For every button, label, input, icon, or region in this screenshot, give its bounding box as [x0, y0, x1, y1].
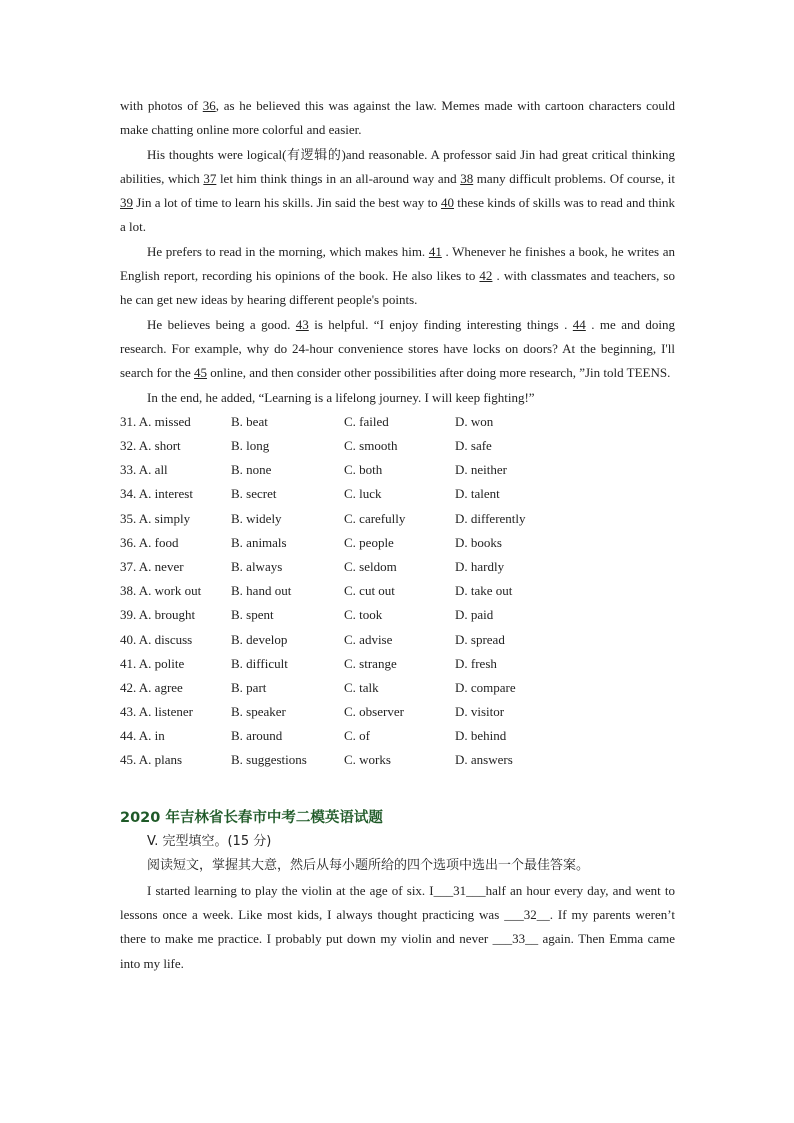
passage-text: with photos of	[120, 98, 203, 113]
option-b: B. secret	[231, 486, 277, 502]
option-b: B. suggestions	[231, 752, 307, 768]
option-row	[120, 555, 675, 579]
option-b: B. beat	[231, 413, 268, 429]
option-a: 43. A. listener	[120, 704, 193, 720]
option-row	[120, 458, 675, 482]
blank-number: 41	[428, 243, 442, 259]
blank-number: 38	[460, 170, 474, 186]
option-d: D. compare	[455, 679, 516, 695]
option-row	[120, 434, 675, 458]
option-c: C. seldom	[344, 558, 397, 574]
option-c: C. observer	[344, 704, 404, 720]
option-row	[120, 676, 675, 700]
passage-text: many difficult problems. Of course, it	[473, 170, 675, 186]
option-a: 44. A. in	[120, 728, 165, 744]
option-a: 34. A. interest	[120, 486, 193, 502]
option-row	[120, 410, 675, 434]
section-title: 2020 年吉林省长春市中考二模英语试题	[120, 809, 383, 826]
option-a: 38. A. work out	[120, 583, 202, 599]
blank-number: 42	[479, 268, 493, 284]
passage-text: , as he believed this was against the law. Memes made with cartoon characters could make chatting online more colorful and easier.	[120, 98, 675, 138]
option-row	[120, 603, 675, 627]
option-c: C. strange	[344, 655, 397, 671]
option-row	[120, 724, 675, 748]
option-d: D. hardly	[455, 558, 505, 574]
option-b: B. long	[231, 438, 270, 454]
option-d: D. won	[455, 413, 494, 429]
option-c: C. cut out	[344, 583, 395, 599]
option-c: C. of	[344, 728, 370, 744]
document-page	[120, 94, 675, 976]
option-d: D. differently	[455, 510, 526, 526]
option-d: D. safe	[455, 438, 492, 454]
section-part-label: V. 完型填空。(15 分)	[147, 833, 272, 849]
option-a: 41. A. polite	[120, 655, 185, 671]
option-c: C. both	[344, 462, 383, 478]
option-a: 33. A. all	[120, 462, 168, 478]
passage-text: is helpful. “I enjoy finding interesting things .	[308, 316, 573, 332]
option-row	[120, 482, 675, 506]
passage-text: let him think things in an all-around way and	[216, 170, 461, 186]
option-d: D. books	[455, 534, 502, 550]
passage-paragraph-5: In the end, he added, “Learning is a lifelong journey. I will keep fighting!”	[147, 389, 535, 405]
passage-text: these kinds of skills was to read and think a lot.	[120, 195, 675, 235]
option-c: C. carefully	[344, 510, 406, 526]
passage-text: . Whenever he finishes a book, he writes an English report, recording his opinions of the book. He also likes to	[120, 243, 675, 284]
option-a: 42. A. agree	[120, 679, 183, 695]
blank-number: 36	[202, 98, 216, 113]
option-d: D. answers	[455, 752, 513, 768]
option-d: D. paid	[455, 607, 494, 623]
option-b: B. spent	[231, 607, 274, 623]
option-b: B. always	[231, 558, 283, 574]
passage-paragraph-4	[120, 313, 675, 386]
blank-number: 37	[203, 170, 217, 186]
option-row	[120, 748, 675, 772]
passage-text: His thoughts were logical(有逻辑的)and reasonable. A professor said Jin had great critical thinking abilities, which	[120, 146, 675, 186]
option-c: C. failed	[344, 413, 389, 429]
option-c: C. advise	[344, 631, 393, 647]
passage-paragraph-2	[120, 143, 675, 240]
option-c: C. luck	[344, 486, 382, 502]
option-a: 35. A. simply	[120, 510, 191, 526]
option-a: 36. A. food	[120, 534, 179, 550]
option-row	[120, 531, 675, 555]
option-d: D. neither	[455, 462, 507, 478]
blank-number: 43	[295, 316, 309, 332]
option-b: B. speaker	[231, 704, 286, 720]
option-row	[120, 652, 675, 676]
passage-text: He prefers to read in the morning, which makes him.	[147, 243, 429, 259]
option-c: C. people	[344, 534, 394, 550]
option-row	[120, 700, 675, 724]
option-b: B. part	[231, 679, 267, 695]
option-c: C. smooth	[344, 438, 398, 454]
blank-number: 45	[194, 365, 207, 381]
option-b: B. none	[231, 462, 272, 478]
option-c: C. works	[344, 752, 391, 768]
section-instruction: 阅读短文，掌握其大意，然后从每小题所给的四个选项中选出一个最佳答案。	[147, 858, 590, 874]
option-row	[120, 507, 675, 531]
option-d: D. visitor	[455, 704, 505, 720]
option-a: 40. A. discuss	[120, 631, 193, 647]
option-b: B. around	[231, 728, 283, 744]
passage-text: Jin a lot of time to learn his skills. Jin said the best way to	[133, 195, 441, 211]
passage-paragraph-3	[120, 240, 675, 313]
passage-paragraph-1	[120, 94, 675, 143]
option-b: B. develop	[231, 631, 288, 647]
option-a: 31. A. missed	[120, 413, 191, 429]
option-a: 37. A. never	[120, 558, 184, 574]
option-row	[120, 628, 675, 652]
passage-text: . with classmates and teachers, so he can get new ideas by hearing different people's points.	[120, 268, 675, 308]
option-d: D. talent	[455, 486, 500, 502]
option-c: C. took	[344, 607, 383, 623]
option-a: 45. A. plans	[120, 752, 183, 768]
option-a: 39. A. brought	[120, 607, 196, 623]
option-a: 32. A. short	[120, 438, 181, 454]
option-b: B. hand out	[231, 583, 292, 599]
option-row	[120, 579, 675, 603]
option-b: B. widely	[231, 510, 282, 526]
passage-text: online, and then consider other possibilities after doing more research, ”Jin told TEENS.	[207, 365, 671, 381]
blank-number: 40	[440, 195, 454, 211]
passage-text: . me and doing research. For example, why do 24-hour convenience stores have locks on doors? At the beginning, I'll search for the	[120, 316, 676, 381]
options-table	[120, 410, 675, 773]
option-b: B. animals	[231, 534, 287, 550]
option-c: C. talk	[344, 679, 379, 695]
section-paragraph-1: I started learning to play the violin at the age of six. I___31___half an hour every day, and went to lessons once a week. Like most kids, I always thought practicing was ___32__. If my parents weren’t there to make me practice. I probably put down my violin and never ___33__ again. Then Emma came into my life.	[120, 882, 675, 971]
passage-text: He believes being a good.	[147, 316, 296, 332]
option-d: D. fresh	[455, 655, 497, 671]
option-d: D. spread	[455, 631, 505, 647]
blank-number: 44	[572, 316, 586, 332]
option-d: D. behind	[455, 728, 507, 744]
blank-number: 39	[120, 195, 133, 211]
option-d: D. take out	[455, 583, 513, 599]
option-b: B. difficult	[231, 655, 288, 671]
